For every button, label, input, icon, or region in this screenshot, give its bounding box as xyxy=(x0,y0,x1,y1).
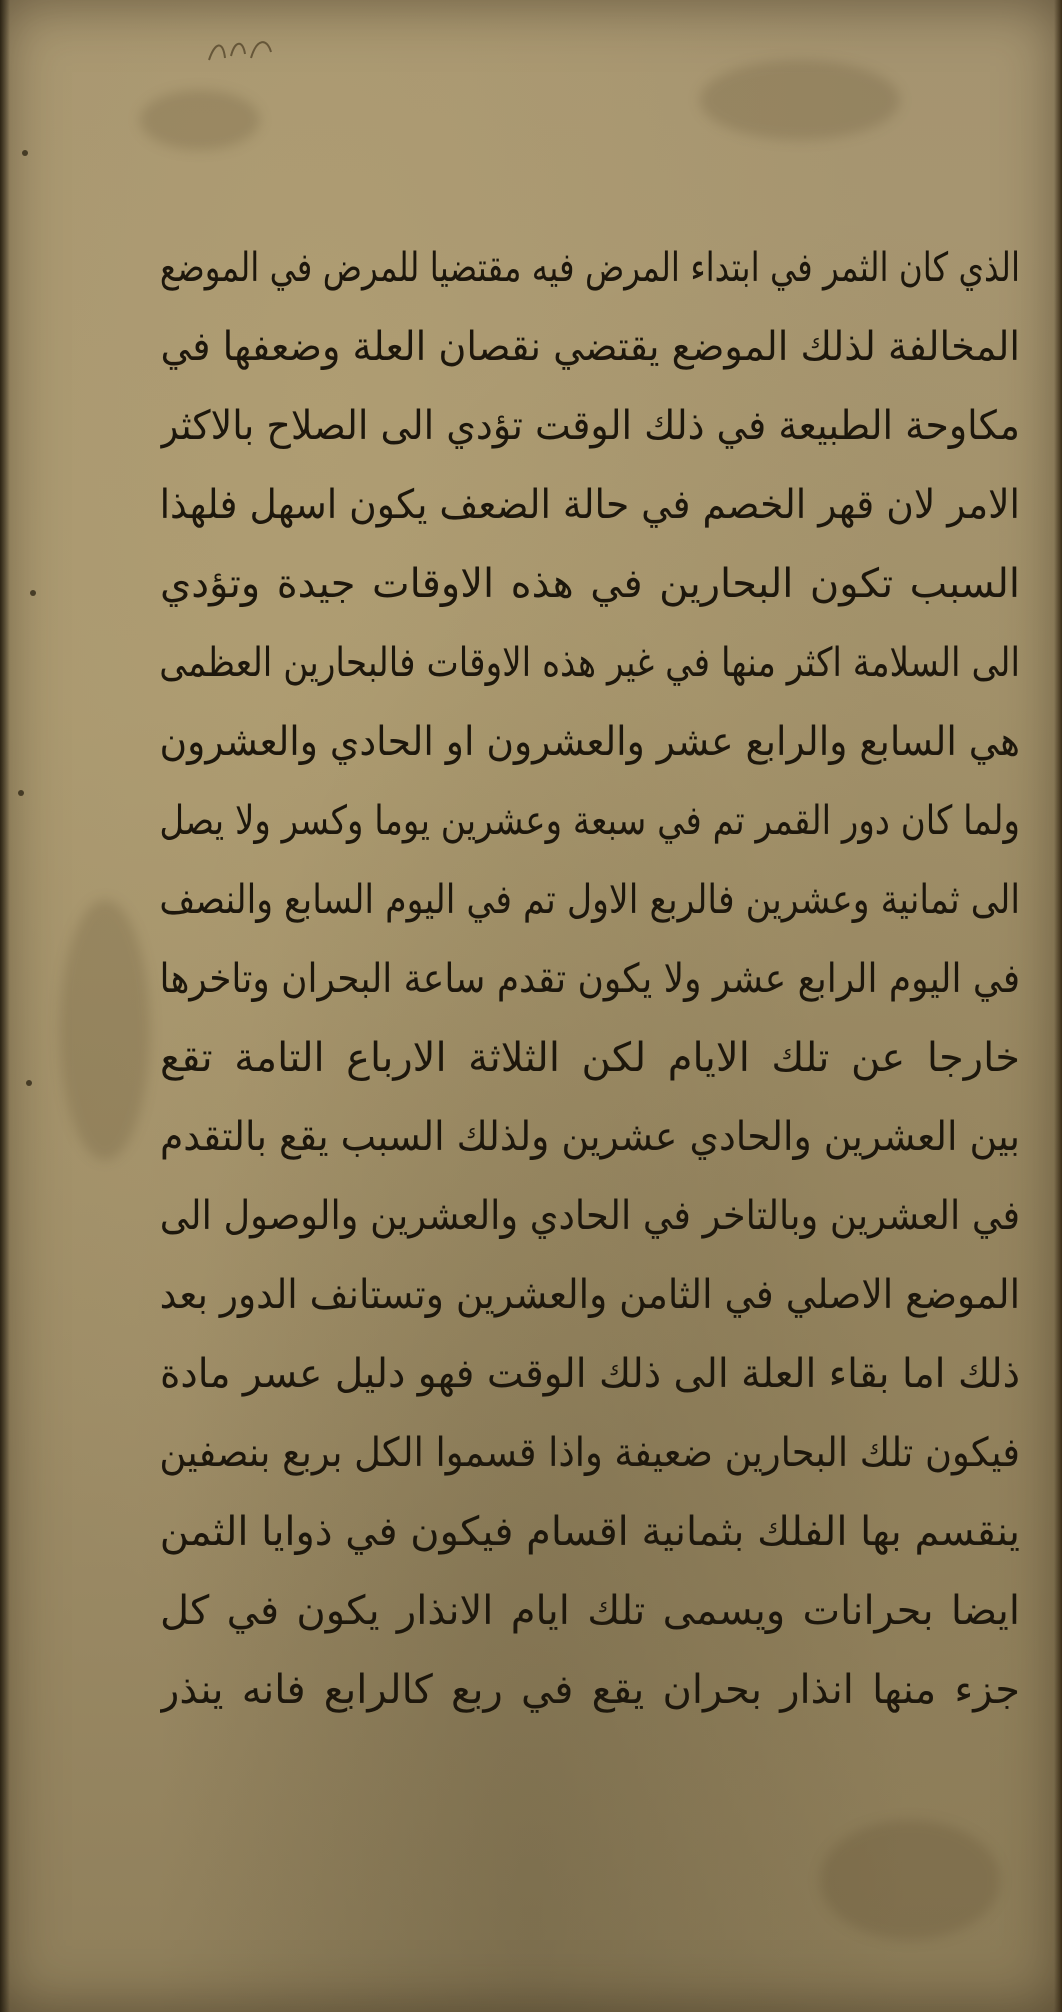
manuscript-line: جزء منها انذار بحران يقع في ربع كالرابع فانه ينذر xyxy=(160,1667,1020,1713)
manuscript-line: الى ثمانية وعشرين فالربع الاول تم في اليوم السابع والنصف xyxy=(159,877,1020,923)
manuscript-line: ينقسم بها الفلك بثمانية اقسام فيكون في ذوايا الثمن xyxy=(159,1509,1020,1555)
paper-stain xyxy=(140,90,260,150)
paper-stain xyxy=(60,900,150,1160)
margin-mark xyxy=(22,150,28,156)
paper-stain xyxy=(700,60,900,140)
manuscript-line: في العشرين وبالتاخر في الحادي والعشرين والوصول الى xyxy=(159,1193,1020,1239)
margin-mark xyxy=(30,590,36,596)
page-edge-right xyxy=(1054,0,1062,2012)
manuscript-line: ايضا بحرانات ويسمى تلك ايام الانذار يكون في كل xyxy=(160,1588,1020,1634)
folio-number-scribble xyxy=(205,32,275,68)
margin-mark xyxy=(18,790,24,796)
manuscript-line: المخالفة لذلك الموضع يقتضي نقصان العلة وضعفها في xyxy=(160,324,1020,370)
page-edge-left xyxy=(0,0,10,2012)
manuscript-line: في اليوم الرابع عشر ولا يكون تقدم ساعة البحران وتاخرها xyxy=(159,956,1020,1002)
paper-stain xyxy=(820,1820,1000,1940)
margin-mark xyxy=(26,1080,32,1086)
manuscript-line: الامر لان قهر الخصم في حالة الضعف يكون اسهل فلهذا xyxy=(159,482,1020,528)
manuscript-line: الذي كان الثمر في ابتداء المرض فيه مقتضيا للمرض في الموضع xyxy=(159,245,1020,291)
manuscript-text-block xyxy=(160,230,1020,1810)
manuscript-line: بين العشرين والحادي عشرين ولذلك السبب يقع بالتقدم xyxy=(159,1114,1020,1160)
manuscript-line: ذلك اما بقاء العلة الى ذلك الوقت فهو دليل عسر مادة xyxy=(159,1351,1020,1397)
manuscript-line: الموضع الاصلي في الثامن والعشرين وتستانف الدور بعد xyxy=(159,1272,1020,1318)
manuscript-line: الى السلامة اكثر منها في غير هذه الاوقات فالبحارين العظمى xyxy=(159,640,1020,686)
manuscript-line: ولما كان دور القمر تم في سبعة وعشرين يوما وكسر ولا يصل xyxy=(159,798,1020,844)
manuscript-line: مكاوحة الطبيعة في ذلك الوقت تؤدي الى الصلاح بالاكثر xyxy=(160,403,1020,449)
manuscript-line: خارجا عن تلك الايام لكن الثلاثة الارباع التامة تقع xyxy=(160,1035,1020,1081)
manuscript-line: فيكون تلك البحارين ضعيفة واذا قسموا الكل بربع بنصفين xyxy=(159,1430,1020,1476)
manuscript-line: هي السابع والرابع عشر والعشرون او الحادي والعشرون xyxy=(159,719,1020,765)
manuscript-line: السبب تكون البحارين في هذه الاوقات جيدة وتؤدي xyxy=(160,561,1020,607)
